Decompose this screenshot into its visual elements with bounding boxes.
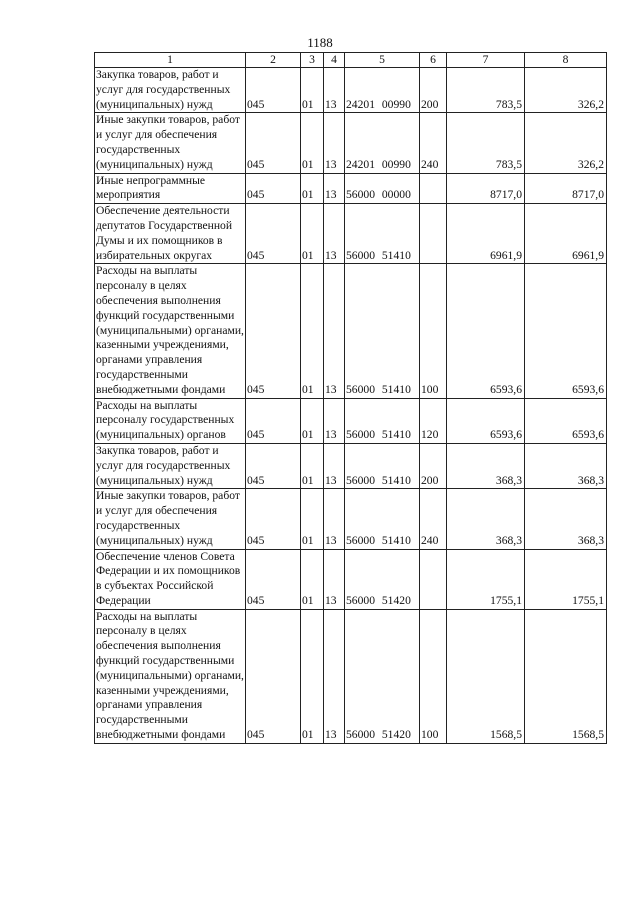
target-code: 56000 00000 <box>345 173 420 204</box>
row-name: Расходы на выплаты персоналу государственных (муниципальных) органов <box>95 398 246 443</box>
subsection-code: 13 <box>324 443 345 488</box>
table-row <box>95 443 607 488</box>
section-code: 01 <box>301 68 324 113</box>
amount-col-8: 1568,5 <box>525 609 607 743</box>
table-row <box>95 549 607 609</box>
row-name: Иные закупки товаров, работ и услуг для обеспечения государственных (муниципальных) нужд <box>95 113 246 173</box>
column-header: 4 <box>324 53 345 68</box>
section-code: 01 <box>301 204 324 264</box>
target-code: 56000 51410 <box>345 443 420 488</box>
table-row <box>95 68 607 113</box>
amount-col-7: 783,5 <box>447 113 525 173</box>
target-code: 24201 00990 <box>345 113 420 173</box>
section-code: 01 <box>301 489 324 549</box>
amount-col-8: 6593,6 <box>525 398 607 443</box>
ministry-code: 045 <box>246 204 301 264</box>
expense-type-code: 240 <box>420 113 447 173</box>
column-header: 5 <box>345 53 420 68</box>
expense-type-code: 120 <box>420 398 447 443</box>
row-name: Расходы на выплаты персоналу в целях обеспечения выполнения функций государственными (муниципальными) органами, казенными учреждениями, органами управления государственными внебюджетными фондами <box>95 264 246 398</box>
amount-col-7: 8717,0 <box>447 173 525 204</box>
amount-col-8: 1755,1 <box>525 549 607 609</box>
subsection-code: 13 <box>324 549 345 609</box>
column-header: 8 <box>525 53 607 68</box>
table-row <box>95 173 607 204</box>
expense-type-code <box>420 204 447 264</box>
amount-col-7: 6961,9 <box>447 204 525 264</box>
target-code: 56000 51410 <box>345 204 420 264</box>
expense-type-code: 100 <box>420 264 447 398</box>
subsection-code: 13 <box>324 68 345 113</box>
subsection-code: 13 <box>324 609 345 743</box>
ministry-code: 045 <box>246 443 301 488</box>
ministry-code: 045 <box>246 264 301 398</box>
table-row <box>95 204 607 264</box>
ministry-code: 045 <box>246 398 301 443</box>
table-row <box>95 609 607 743</box>
expense-type-code: 100 <box>420 609 447 743</box>
ministry-code: 045 <box>246 549 301 609</box>
amount-col-7: 6593,6 <box>447 264 525 398</box>
ministry-code: 045 <box>246 609 301 743</box>
ministry-code: 045 <box>246 173 301 204</box>
row-name: Закупка товаров, работ и услуг для государственных (муниципальных) нужд <box>95 68 246 113</box>
amount-col-7: 783,5 <box>447 68 525 113</box>
expense-type-code: 200 <box>420 443 447 488</box>
column-header: 3 <box>301 53 324 68</box>
budget-table <box>94 52 607 744</box>
table-row <box>95 489 607 549</box>
section-code: 01 <box>301 173 324 204</box>
target-code: 56000 51410 <box>345 398 420 443</box>
amount-col-7: 368,3 <box>447 443 525 488</box>
amount-col-8: 326,2 <box>525 113 607 173</box>
target-code: 56000 51410 <box>345 264 420 398</box>
table-row <box>95 113 607 173</box>
subsection-code: 13 <box>324 264 345 398</box>
subsection-code: 13 <box>324 204 345 264</box>
section-code: 01 <box>301 264 324 398</box>
ministry-code: 045 <box>246 113 301 173</box>
expense-type-code: 240 <box>420 489 447 549</box>
section-code: 01 <box>301 113 324 173</box>
ministry-code: 045 <box>246 489 301 549</box>
amount-col-7: 1755,1 <box>447 549 525 609</box>
subsection-code: 13 <box>324 113 345 173</box>
target-code: 56000 51420 <box>345 549 420 609</box>
target-code: 56000 51420 <box>345 609 420 743</box>
amount-col-8: 368,3 <box>525 443 607 488</box>
page-number: 1188 <box>307 35 333 50</box>
row-name: Обеспечение членов Совета Федерации и их помощников в субъектах Российской Федерации <box>95 549 246 609</box>
table-row <box>95 398 607 443</box>
amount-col-8: 326,2 <box>525 68 607 113</box>
subsection-code: 13 <box>324 173 345 204</box>
column-header: 6 <box>420 53 447 68</box>
row-name: Иные непрограммные мероприятия <box>95 173 246 204</box>
amount-col-8: 6593,6 <box>525 264 607 398</box>
row-name: Расходы на выплаты персоналу в целях обеспечения выполнения функций государственными (муниципальными) органами, казенными учреждениями, органами управления государственными внебюджетными фондами <box>95 609 246 743</box>
row-name: Обеспечение деятельности депутатов Государственной Думы и их помощников в избирательных округах <box>95 204 246 264</box>
section-code: 01 <box>301 398 324 443</box>
amount-col-7: 1568,5 <box>447 609 525 743</box>
table-row <box>95 264 607 398</box>
ministry-code: 045 <box>246 68 301 113</box>
expense-type-code <box>420 549 447 609</box>
column-header: 7 <box>447 53 525 68</box>
target-code: 24201 00990 <box>345 68 420 113</box>
subsection-code: 13 <box>324 489 345 549</box>
section-code: 01 <box>301 609 324 743</box>
section-code: 01 <box>301 549 324 609</box>
row-name: Иные закупки товаров, работ и услуг для обеспечения государственных (муниципальных) нужд <box>95 489 246 549</box>
target-code: 56000 51410 <box>345 489 420 549</box>
column-header: 1 <box>95 53 246 68</box>
header-row <box>95 53 607 68</box>
amount-col-7: 368,3 <box>447 489 525 549</box>
amount-col-8: 8717,0 <box>525 173 607 204</box>
section-code: 01 <box>301 443 324 488</box>
row-name: Закупка товаров, работ и услуг для государственных (муниципальных) нужд <box>95 443 246 488</box>
amount-col-8: 368,3 <box>525 489 607 549</box>
amount-col-8: 6961,9 <box>525 204 607 264</box>
expense-type-code <box>420 173 447 204</box>
column-header: 2 <box>246 53 301 68</box>
expense-type-code: 200 <box>420 68 447 113</box>
amount-col-7: 6593,6 <box>447 398 525 443</box>
subsection-code: 13 <box>324 398 345 443</box>
